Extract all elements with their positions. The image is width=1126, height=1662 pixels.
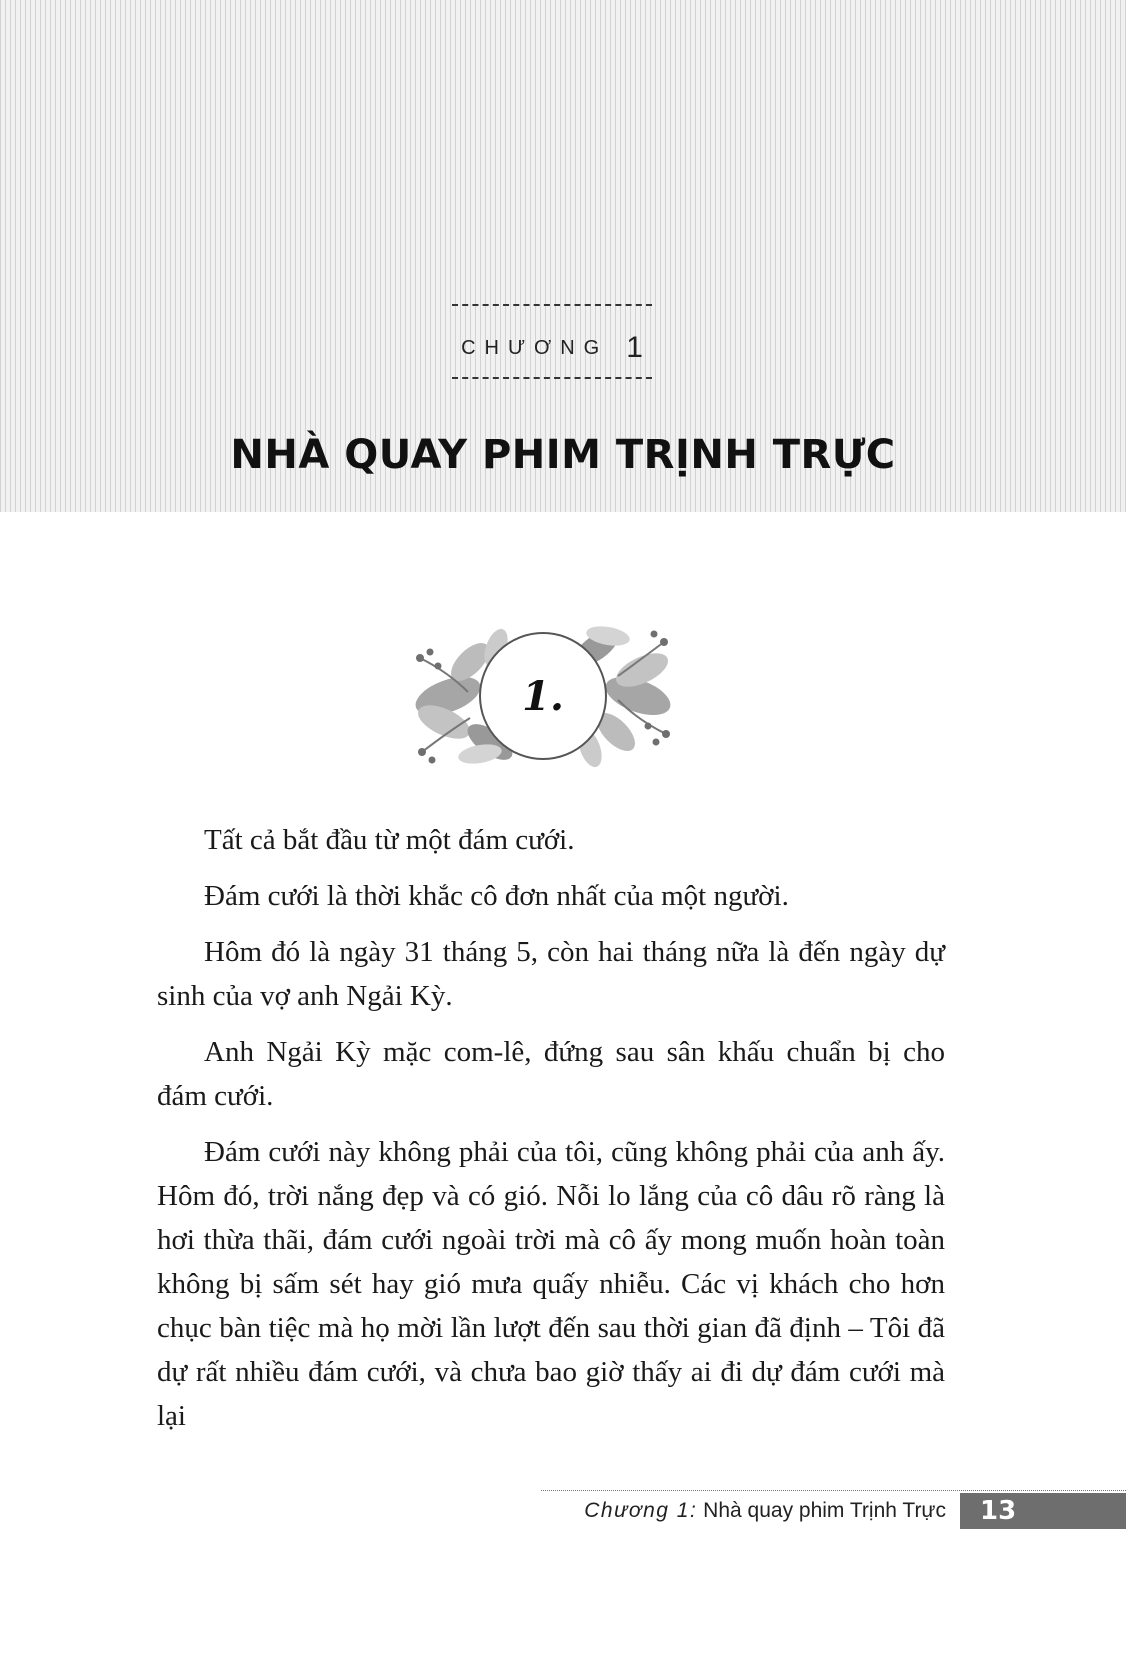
paragraph: Tất cả bắt đầu từ một đám cưới. xyxy=(204,824,575,856)
paragraph: Anh Ngải Kỳ mặc com-lê, đứng sau sân khấu chuẩn bị cho đám cưới. xyxy=(157,1036,945,1112)
footer-chapter-title: Nhà quay phim Trịnh Trực xyxy=(703,1499,946,1522)
dashed-divider-bottom xyxy=(452,377,652,379)
footer-dotted-rule xyxy=(541,1490,1126,1491)
chapter-title: NHÀ QUAY PHIM TRỊNH TRỰC xyxy=(230,432,896,478)
running-footer xyxy=(584,1493,946,1529)
chapter-label-box xyxy=(452,304,652,384)
footer-chapter-ref: Chương 1: xyxy=(584,1499,698,1522)
paragraph: Đám cưới là thời khắc cô đơn nhất của một người. xyxy=(204,880,789,912)
paragraph: Hôm đó là ngày 31 tháng 5, còn hai tháng nữa là đến ngày dự sinh của vợ anh Ngải Kỳ. xyxy=(157,936,945,1012)
section-number: 1. xyxy=(522,673,564,720)
body-text xyxy=(157,818,945,1450)
paragraph: Đám cưới này không phải của tôi, cũng không phải của anh ấy. Hôm đó, trời nắng đẹp và có gió. Nỗi lo lắng của cô dâu rõ ràng là hơi thừa thãi, đám cưới ngoài trời mà cô ấy mong muốn hoàn toàn không bị sấm sét hay gió mưa quấy nhiễu. Các vị khách cho hơn chục bàn tiệc mà họ mời lần lượt đến sau thời gian đã định – Tôi đã dự rất nhiều đám cưới, và chưa bao giờ thấy ai đi dự đám cưới mà lại xyxy=(157,1136,945,1432)
chapter-number: 1 xyxy=(626,331,643,364)
section-number-layer xyxy=(408,622,678,770)
chapter-label xyxy=(452,328,652,368)
chapter-word: CHƯƠNG xyxy=(461,336,609,359)
dashed-divider-top xyxy=(452,304,652,306)
page-number: 13 xyxy=(980,1496,1017,1526)
page-number-badge xyxy=(960,1493,1126,1529)
section-ornament xyxy=(408,622,678,770)
